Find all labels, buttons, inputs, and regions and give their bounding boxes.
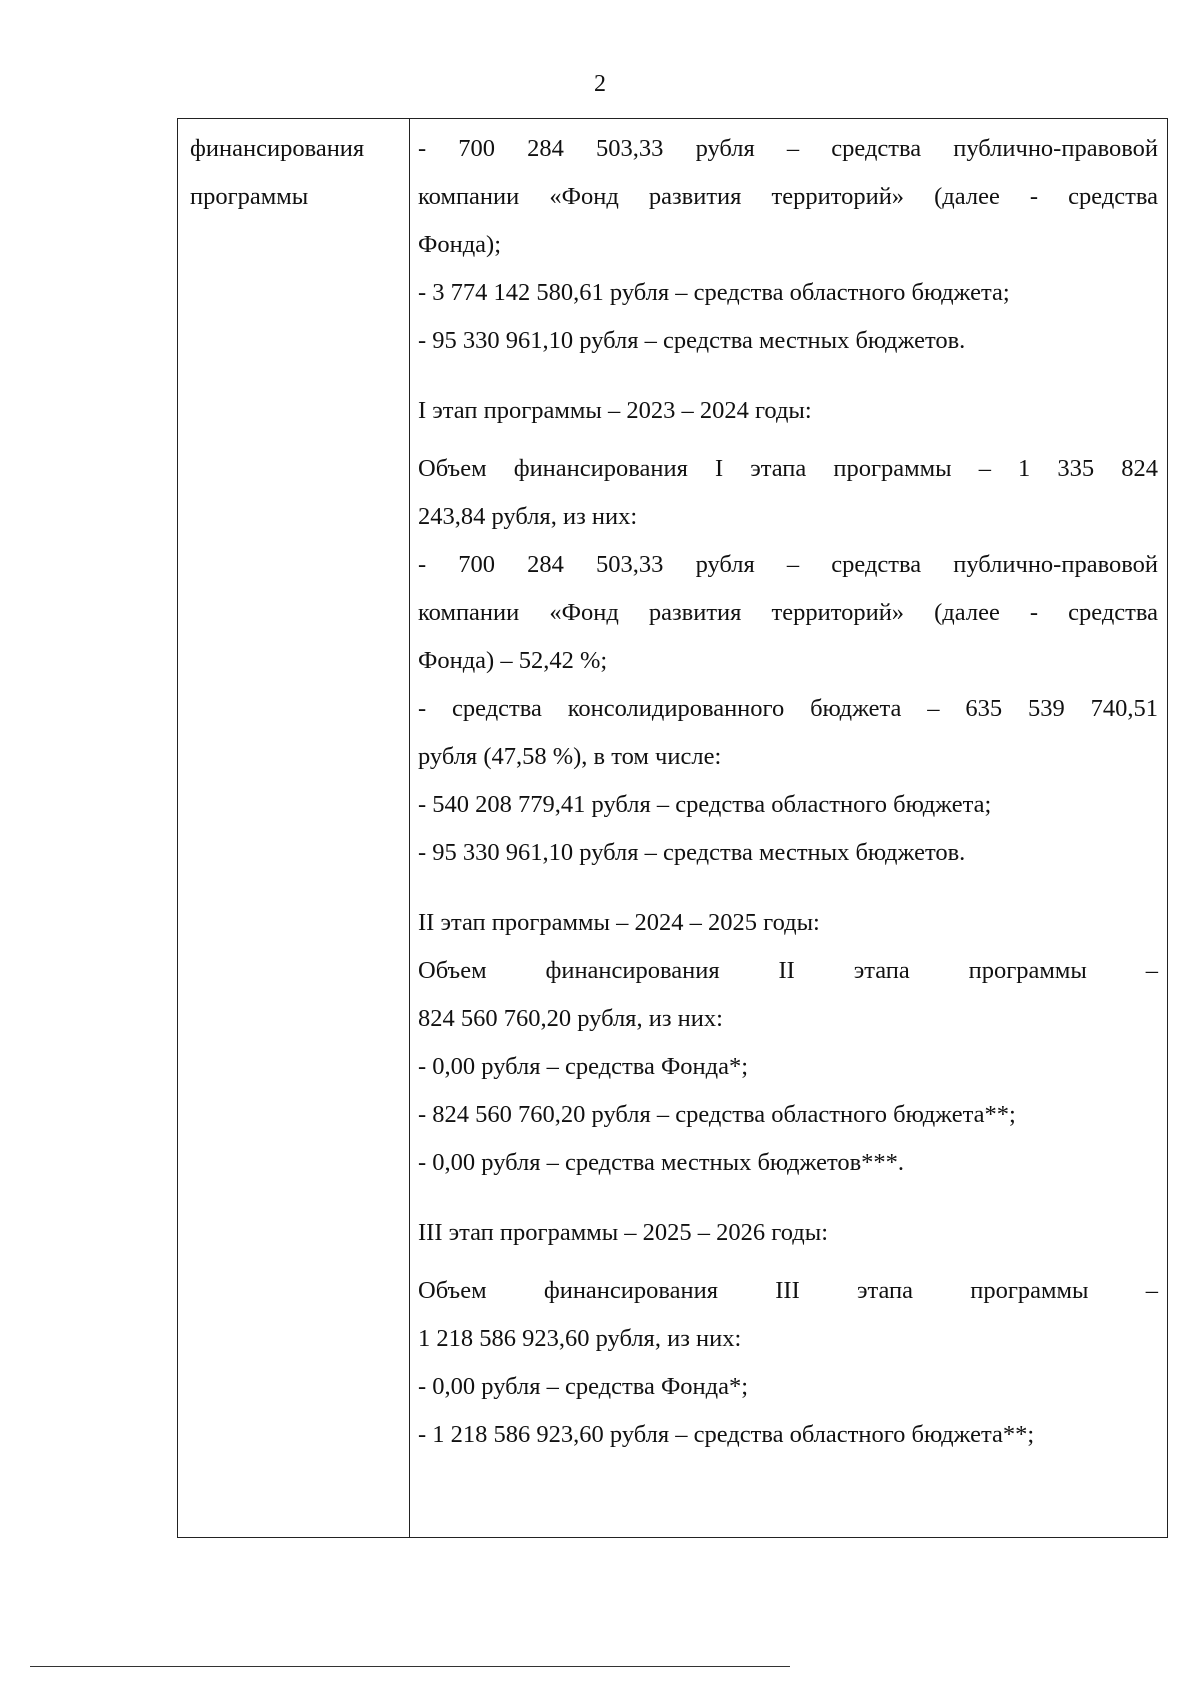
intro-line-3: Фонда); [418, 231, 502, 258]
spacer [418, 877, 1158, 899]
stage1-line-2: 243,84 рубля, из них: [418, 503, 638, 530]
bottom-scan-rule [30, 1666, 790, 1667]
intro-line-2: компании «Фонд развития территорий» (далее - средства [418, 183, 1158, 210]
stage1-line-4: компании «Фонд развития территорий» (далее - средства [418, 599, 1158, 626]
column-divider [409, 119, 410, 1537]
stage2-line-2: 824 560 760,20 рубля, из них: [418, 1005, 723, 1032]
stage1-line-5: Фонда) – 52,42 %; [418, 647, 608, 674]
intro-line-5: - 95 330 961,10 рубля – средства местных бюджетов. [418, 327, 966, 354]
stage3-line-3: - 0,00 рубля – средства Фонда*; [418, 1373, 749, 1400]
value-cell [418, 125, 1158, 1459]
financing-table [177, 118, 1168, 1538]
stage1-line-3: - 700 284 503,33 рубля – средства публично-правовой [418, 551, 1158, 578]
stage1-line-7: рубля (47,58 %), в том числе: [418, 743, 722, 770]
page-number: 2 [594, 71, 606, 97]
parameter-label-line-1: финансирования [190, 135, 365, 162]
stage2-line-4: - 824 560 760,20 рубля – средства областного бюджета**; [418, 1101, 1016, 1128]
spacer [418, 1187, 1158, 1209]
stage2-line-3: - 0,00 рубля – средства Фонда*; [418, 1053, 749, 1080]
intro-line-1: - 700 284 503,33 рубля – средства публично-правовой [418, 135, 1158, 162]
stage2-heading: II этап программы – 2024 – 2025 годы: [418, 909, 820, 936]
stage1-line-8: - 540 208 779,41 рубля – средства областного бюджета; [418, 791, 992, 818]
stage1-line-9: - 95 330 961,10 рубля – средства местных бюджетов. [418, 839, 966, 866]
spacer [418, 365, 1158, 387]
spacer [418, 1257, 1158, 1267]
stage3-line-1: Объем финансирования III этапа программы – [418, 1277, 1158, 1304]
stage2-line-1: Объем финансирования II этапа программы – [418, 957, 1158, 984]
stage2-line-5: - 0,00 рубля – средства местных бюджетов***. [418, 1149, 905, 1176]
stage3-line-2: 1 218 586 923,60 рубля, из них: [418, 1325, 742, 1352]
stage1-line-6: - средства консолидированного бюджета – 635 539 740,51 [418, 695, 1158, 722]
stage1-line-1: Объем финансирования I этапа программы – 1 335 824 [418, 455, 1158, 482]
spacer [418, 435, 1158, 445]
stage3-heading: III этап программы – 2025 – 2026 годы: [418, 1219, 829, 1246]
stage1-heading: I этап программы – 2023 – 2024 годы: [418, 397, 812, 424]
parameter-cell [190, 125, 405, 221]
stage3-line-4: - 1 218 586 923,60 рубля – средства областного бюджета**; [418, 1421, 1035, 1448]
parameter-label-line-2: программы [190, 183, 309, 210]
intro-line-4: - 3 774 142 580,61 рубля – средства областного бюджета; [418, 279, 1010, 306]
